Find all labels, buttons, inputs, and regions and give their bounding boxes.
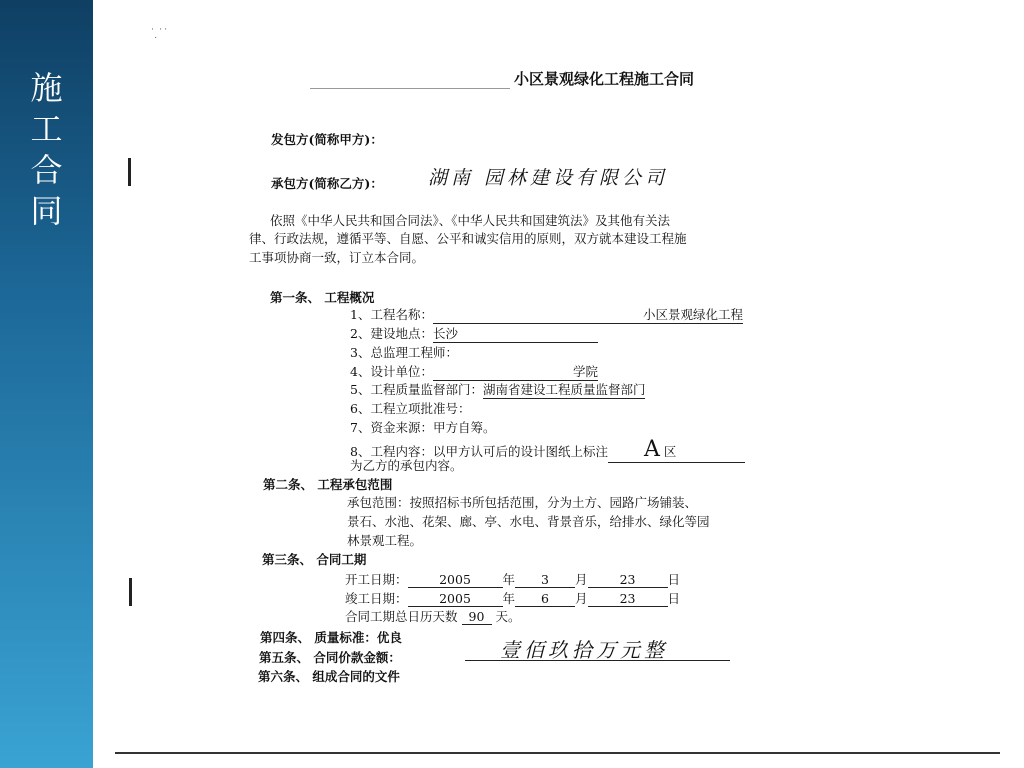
article2-line: 林景观工程。 [347,533,423,548]
sidebar-title-char: 工 [30,110,63,148]
duration-prefix: 合同工期总日历天数 [345,609,458,624]
article6-heading: 第六条、 组成合同的文件 [258,669,400,684]
design-unit-value: 学院 [433,362,598,381]
article2-line: 承包范围：按照招标书所包括范围，分为土方、园路广场铺装、 [347,495,698,510]
article1-item [350,324,598,343]
article1-heading: 第一条、 工程概况 [270,290,375,305]
item-label: 2、建设地点： [350,326,433,341]
item-label: 8、工程内容：以甲方认可后的设计图纸上标注 [350,444,608,459]
scan-mark [129,578,132,606]
end-year: 2005 [408,591,503,607]
article1-item: 3、总监理工程师： [350,345,458,360]
duration-suffix: 天。 [495,609,521,624]
sidebar-title-char: 合 [30,151,63,189]
article1-item [350,305,743,324]
item-label: 1、工程名称： [350,307,433,322]
month-unit: 月 [575,591,588,606]
party-a-label: 发包方(简称甲方)： [271,132,383,147]
preamble-line: 律、行政法规，遵循平等、自愿、公平和诚实信用的原则，双方就本建设工程施 [249,231,687,246]
supervision-dept-value: 湖南省建设工程质量监督部门 [482,382,646,397]
end-date-row [345,589,680,607]
start-date-row [345,570,680,588]
scan-edge-line [115,752,1000,754]
day-unit: 日 [667,572,681,587]
item-label: 5、工程质量监督部门： [350,382,483,397]
scan-speck: ˙ ̣˙˙ [150,28,169,39]
project-name-value: 小区景观绿化工程 [433,305,743,324]
year-unit: 年 [502,572,516,587]
article5-heading: 第五条、 合同价款金额： [259,650,401,665]
duration-row [345,607,521,625]
item8-suffix: 区 [663,444,677,459]
price-handwritten: 壹佰玖拾万元整 [500,638,668,662]
end-date-label: 竣工日期： [345,591,408,606]
scan-mark [128,158,131,186]
article2-line: 景石、水池、花架、廊、亭、水电、背景音乐，给排水、绿化等园 [347,514,710,529]
start-month: 3 [515,572,575,588]
item-label: 4、设计单位： [350,364,433,379]
party-b-handwritten: 湖南 园林建设有限公司 [428,167,669,189]
end-day: 23 [588,591,668,607]
preamble-line: 依照《中华人民共和国合同法》、《中华人民共和国建筑法》及其他有关法 [270,213,671,228]
article1-item [350,380,645,399]
sidebar-title-char: 施 [30,69,63,107]
end-month: 6 [515,591,575,607]
article2-heading: 第二条、 工程承包范围 [263,477,393,492]
duration-value: 90 [462,609,492,625]
year-unit: 年 [502,591,516,606]
article3-heading: 第三条、 合同工期 [262,552,367,567]
article4-heading: 第四条、 质量标准：优良 [260,630,402,645]
document-title: 小区景观绿化工程施工合同 [514,70,695,88]
article1-item [350,362,598,381]
month-unit: 月 [575,572,588,587]
sidebar-title-char: 同 [30,192,63,230]
article1-item: 7、资金来源：甲方自筹。 [350,420,496,435]
preamble-line: 工事项协商一致，订立本合同。 [249,250,425,265]
start-day: 23 [588,572,668,588]
start-date-label: 开工日期： [345,572,408,587]
article1-item: 为乙方的承包内容。 [350,458,463,473]
day-unit: 日 [667,591,681,606]
scan-mark [310,88,510,89]
location-value: 长沙 [433,324,598,343]
item8-blank [608,437,745,463]
item8-handwritten: A [643,437,664,462]
sidebar-panel [0,0,93,768]
article1-item: 6、工程立项批准号： [350,401,471,416]
party-b-label: 承包方(简称乙方)： [271,176,383,191]
start-year: 2005 [408,572,503,588]
sidebar-title [0,68,93,232]
